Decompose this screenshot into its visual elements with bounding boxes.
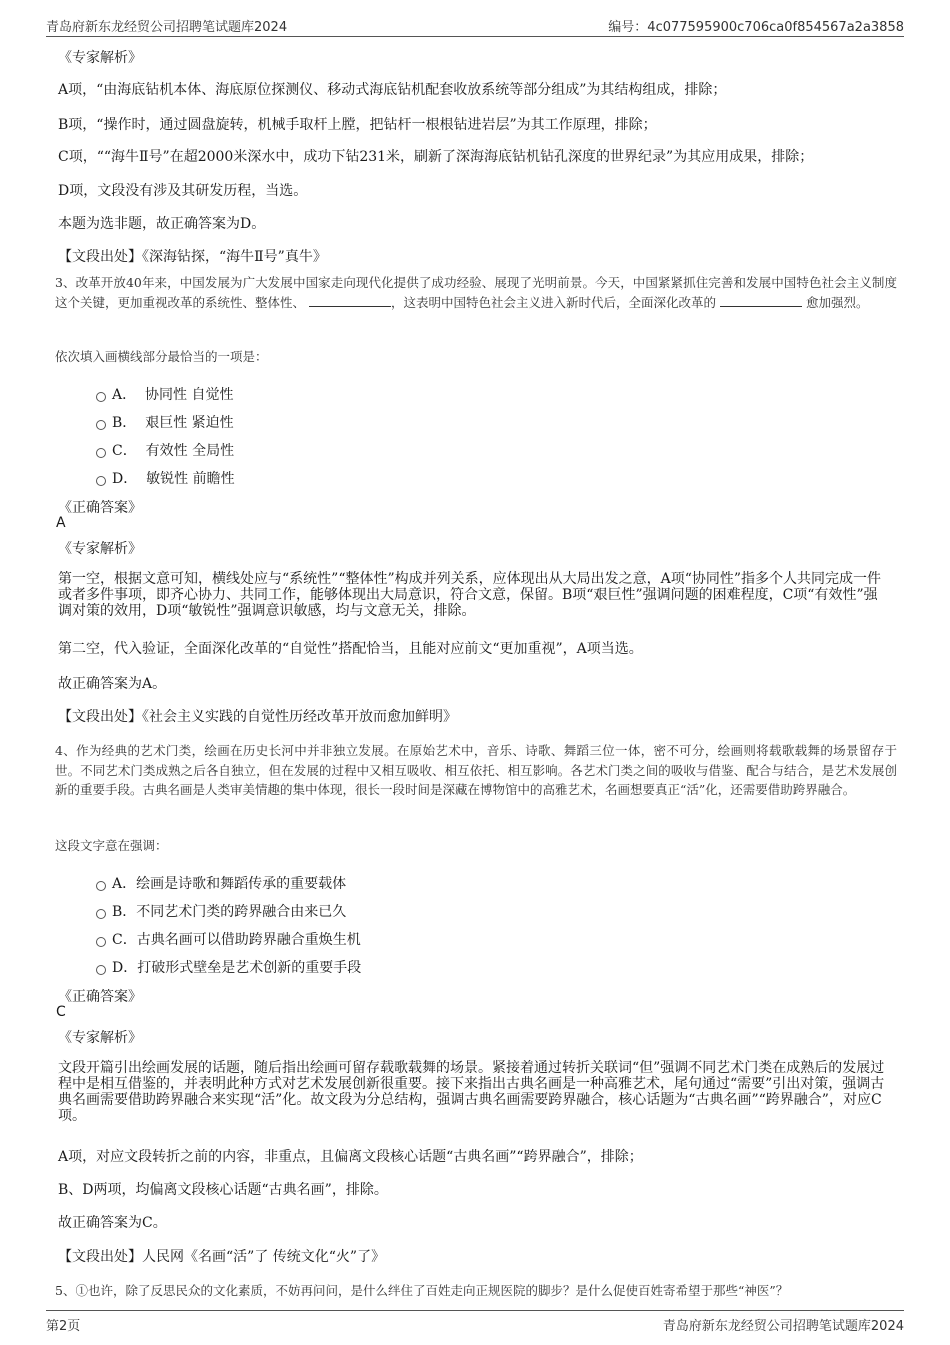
radio-icon[interactable] [96, 448, 106, 458]
q3-option-a[interactable]: A． 协同性 自觉性 [96, 384, 233, 402]
q3-prompt: 依次填入画横线部分最恰当的一项是： [55, 349, 268, 364]
q2-analysis-b: B项，“操作时，通过圆盘旋转，机械手取杆上膛，把钻杆一根根钻进岩层”为其工作原理，排除； [58, 117, 657, 133]
q4-analysis-1: 文段开篇引出绘画发展的话题，随后指出绘画可留存载歌载舞的场景。紧接着通过转折关联词“但”强调不同艺术门类在成熟后的发展过程中是相互借鉴的，并表明此种方式对艺术发展创新很重要。接下来指出古典名画是一种高雅艺术，尾句通过“需要”引出对策，强调古典名画需要借助跨界融合来实现“活”化。故文段为分总结构，强调古典名画需要跨界融合，核心话题为“古典名画”“跨界融合”，对应C项。 [58, 1060, 885, 1124]
q2-analysis-d: D项，文段没有涉及其研发历程，当选。 [58, 183, 308, 199]
q4-analysis-3: B、D两项，均偏离文段核心话题“古典名画”，排除。 [58, 1182, 388, 1198]
q3-option-d[interactable]: D． 敏锐性 前瞻性 [96, 468, 235, 486]
radio-icon[interactable] [96, 965, 106, 975]
q3-expert-label: 《专家解析》 [58, 541, 142, 557]
q4-option-b[interactable]: B．不同艺术门类的跨界融合由来已久 [96, 901, 346, 919]
radio-icon[interactable] [96, 881, 106, 891]
q3-question-text: 3、改革开放40年来，中国发展为广大发展中国家走向现代化提供了成功经验、展现了光明前景。今天，中国紧紧抓住完善和发展中国特色社会主义制度这个关键，更加重视改革的系统性、整体性、 ，这表明中国特色社会主义进入新时代后，全面深化改革的 愈加强烈。 [55, 275, 897, 310]
header-title: 青岛府新东龙经贸公司招聘笔试题库2024 [46, 20, 288, 35]
q3-analysis-1: 第一空，根据文意可知，横线处应与“系统性”“整体性”构成并列关系，应体现出从大局出发之意，A项“协同性”指多个人共同完成一件或者多件事项，即齐心协力、共同工作，能够体现出大局意识，符合文意，保留。B项“艰巨性”强调问题的困难程度，C项“有效性”强调对策的效用，D项“敏锐性”强调意识敏感，均与文意无关，排除。 [58, 571, 882, 619]
page-footer [46, 1310, 904, 1335]
q4-answer: C [56, 1004, 66, 1020]
radio-icon[interactable] [96, 476, 106, 486]
q4-question-text: 4、作为经典的艺术门类，绘画在历史长河中并非独立发展。在原始艺术中，音乐、诗歌、舞蹈三位一体，密不可分，绘画则将载歌载舞的场景留存于世。不同艺术门类成熟之后各自独立，但在发展的过程中又相互吸收、相互依托、相互影响。各艺术门类之间的吸收与借鉴、配合与结合，是艺术发展创新的重要手段。古典名画是人类审美情趣的集中体现，很长一段时间是深藏在博物馆中的高雅艺术，名画想要真正“活”化，还需要借助跨界融合。 [55, 743, 897, 797]
q4-answer-label: 《正确答案》 [58, 989, 142, 1005]
q3-answer: A [56, 515, 66, 531]
q4-option-a[interactable]: A．绘画是诗歌和舞蹈传承的重要载体 [96, 873, 346, 891]
q5-question-text: 5、①也许，除了反思民众的文化素质，不妨再问问，是什么绊住了百姓走向正规医院的脚步？是什么促使百姓寄希望于那些“神医”？ [55, 1283, 789, 1298]
q3-blank-1 [309, 294, 391, 307]
q4-prompt: 这段文字意在强调： [55, 838, 168, 853]
q3-option-b[interactable]: B． 艰巨性 紧迫性 [96, 412, 234, 430]
q2-conclusion: 本题为选非题，故正确答案为D。 [58, 216, 266, 232]
q3-blank-2 [720, 294, 802, 307]
q3-source: 【文段出处】《社会主义实践的自觉性历经改革开放而愈加鲜明》 [58, 709, 457, 725]
q4-analysis-2: A项，对应文段转折之前的内容，非重点，且偏离文段核心话题“古典名画”“跨界融合”，排除； [58, 1149, 643, 1165]
q4-option-d[interactable]: D．打破形式壁垒是艺术创新的重要手段 [96, 957, 361, 975]
radio-icon[interactable] [96, 392, 106, 402]
q3-option-c[interactable]: C． 有效性 全局性 [96, 440, 234, 458]
q3-analysis-2: 第二空，代入验证，全面深化改革的“自觉性”搭配恰当，且能对应前文“更加重视”，A项当选。 [58, 641, 643, 657]
radio-icon[interactable] [96, 937, 106, 947]
q2-expert-label: 《专家解析》 [58, 50, 142, 66]
q3-conclusion: 故正确答案为A。 [58, 676, 167, 692]
page-number: 第2页 [46, 1319, 81, 1334]
q2-analysis-c: C项，““海牛Ⅱ号”在超2000米深水中，成功下钻231米，刷新了深海海底钻机钻孔深度的世界纪录”为其应用成果，排除； [58, 149, 814, 165]
page-header [46, 14, 904, 37]
footer-title: 青岛府新东龙经贸公司招聘笔试题库2024 [662, 1319, 904, 1334]
radio-icon[interactable] [96, 909, 106, 919]
q2-source: 【文段出处】《深海钻探，“海牛Ⅱ号”真牛》 [58, 249, 327, 265]
q2-analysis-a: A项，“由海底钻机本体、海底原位探测仪、移动式海底钻机配套收放系统等部分组成”为其结构组成，排除； [58, 82, 727, 98]
q4-expert-label: 《专家解析》 [58, 1030, 142, 1046]
radio-icon[interactable] [96, 420, 106, 430]
q4-source: 【文段出处】人民网《名画“活”了 传统文化“火”了》 [58, 1249, 386, 1265]
header-doc-id: 编号：4c077595900c706ca0f854567a2a3858 [608, 20, 904, 35]
q4-option-c[interactable]: C．古典名画可以借助跨界融合重焕生机 [96, 929, 361, 947]
q3-answer-label: 《正确答案》 [58, 500, 142, 516]
q4-conclusion: 故正确答案为C。 [58, 1215, 167, 1231]
